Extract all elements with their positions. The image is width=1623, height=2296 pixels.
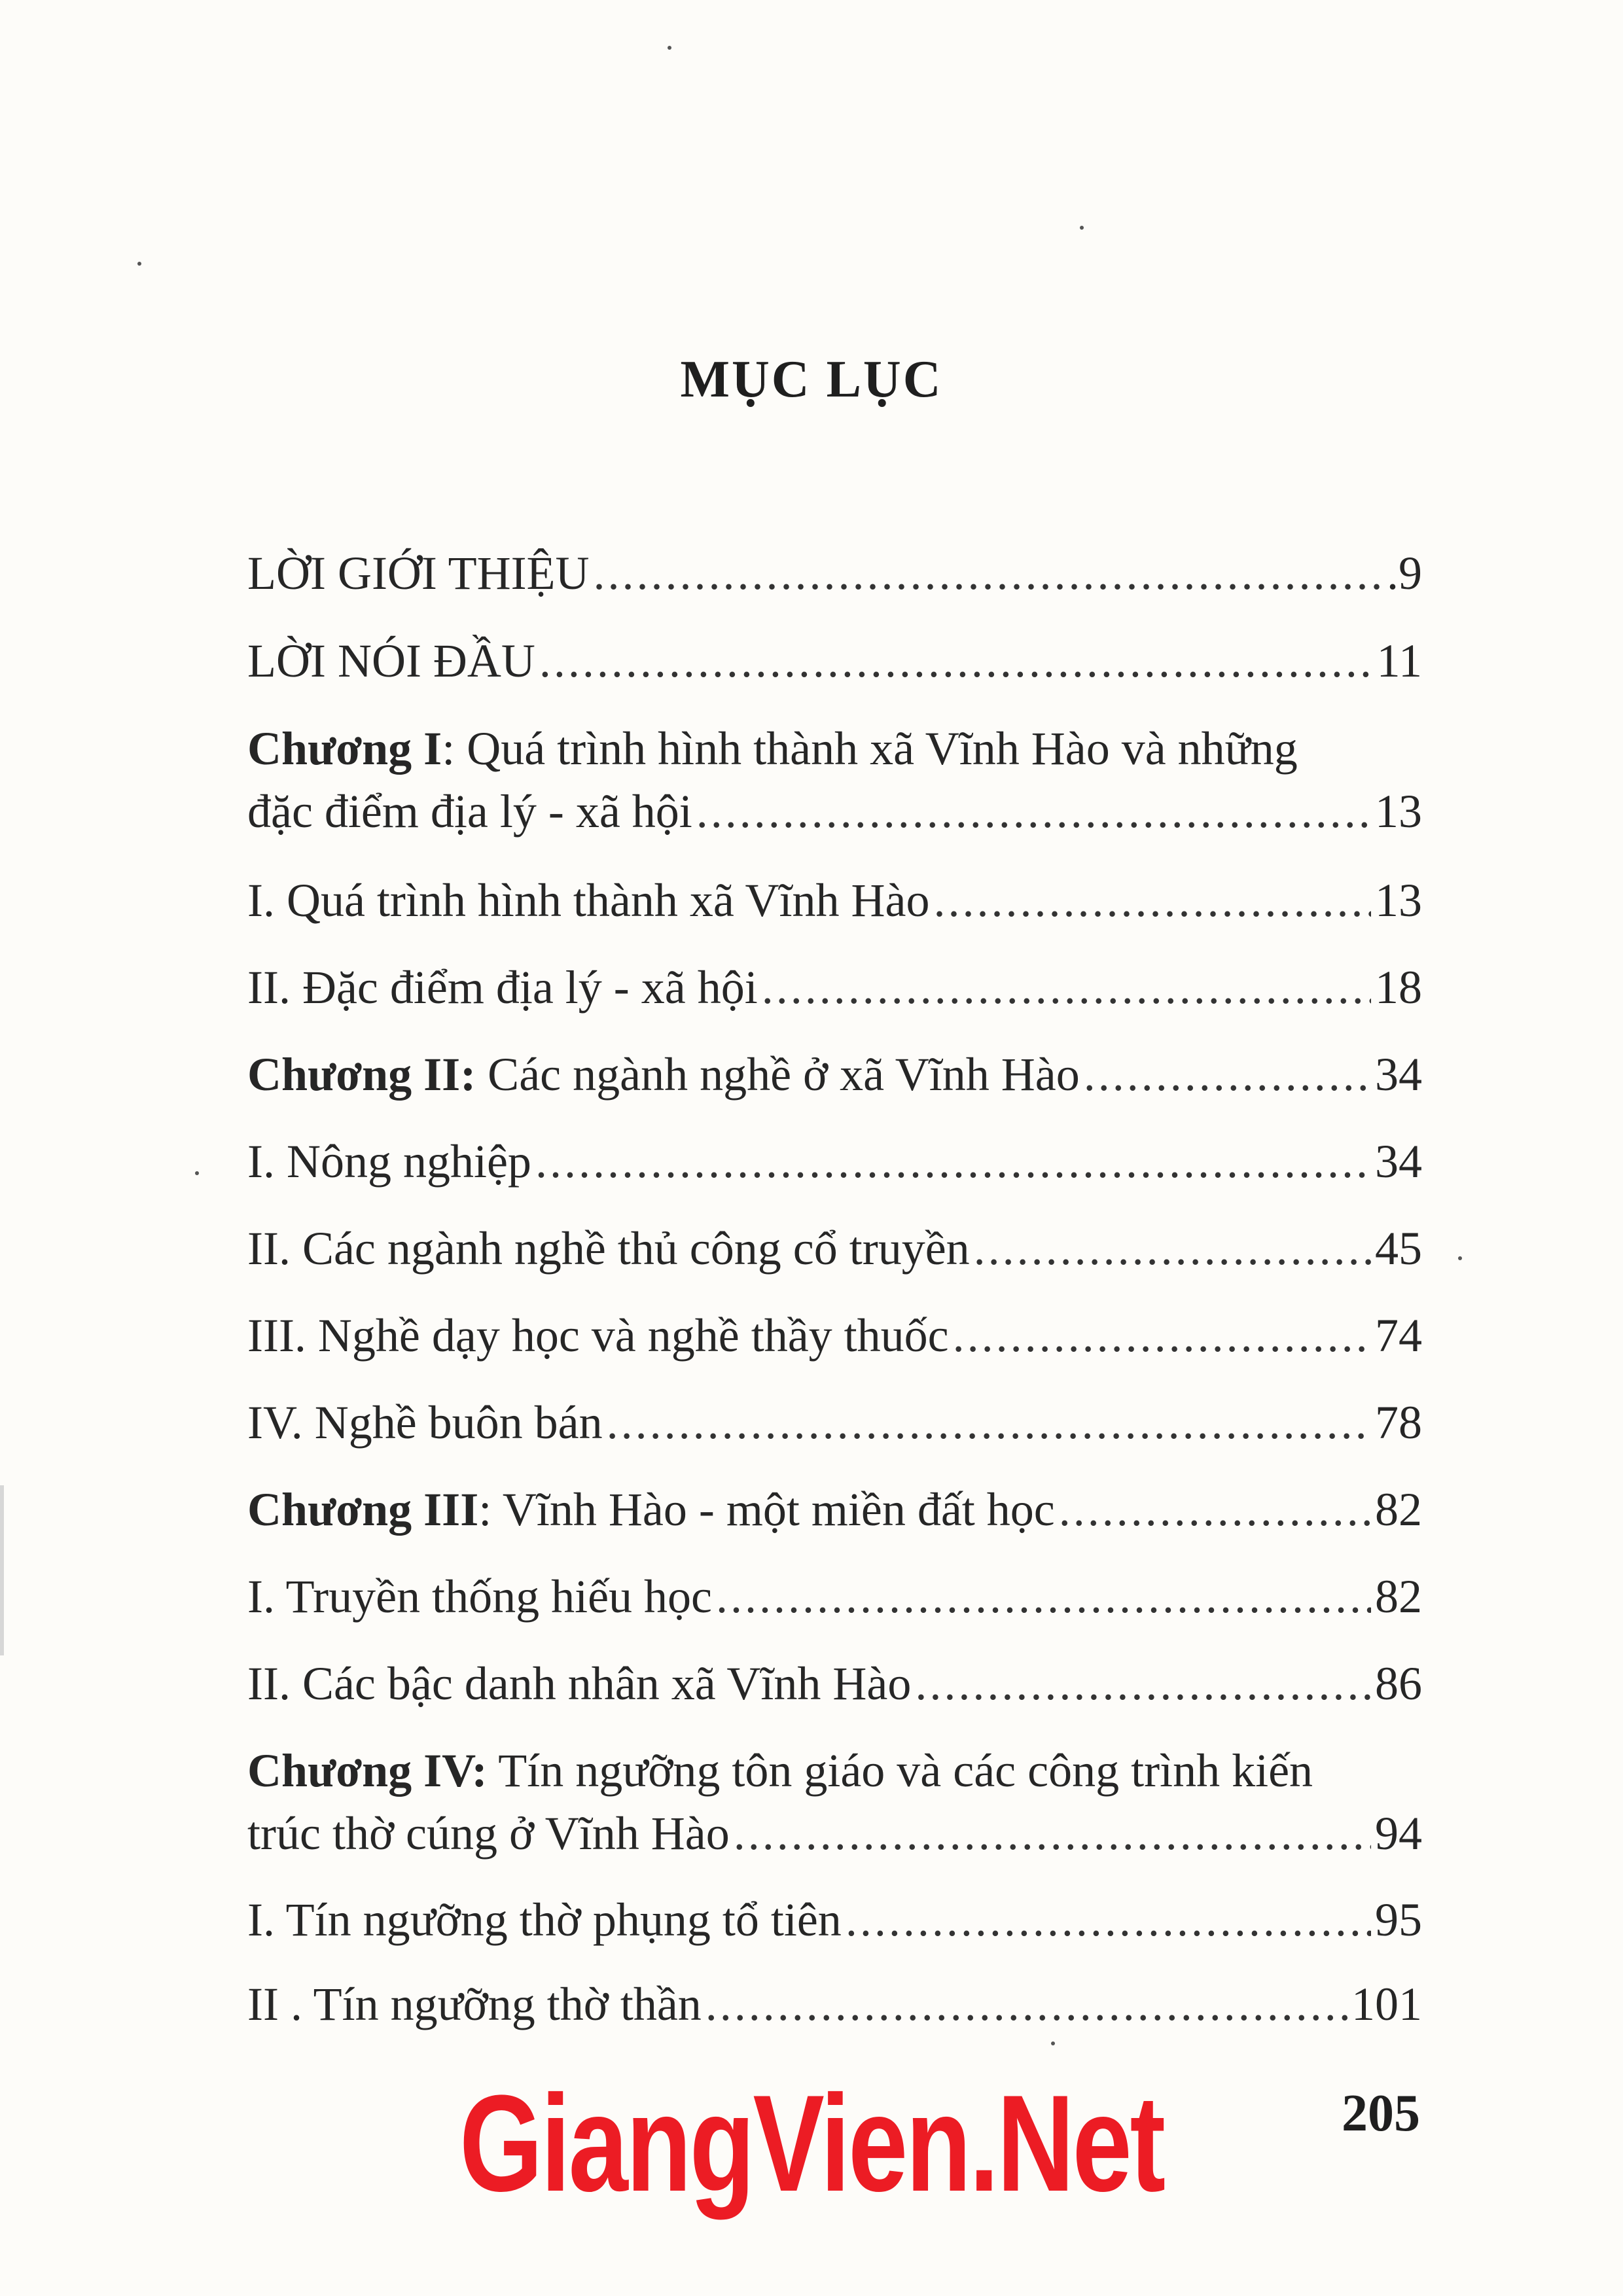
chapter-label: Chương II: bbox=[247, 1048, 476, 1101]
leader-dots bbox=[762, 956, 1371, 1019]
toc-entry bbox=[247, 629, 1422, 692]
toc-entry-page: .9 bbox=[1387, 547, 1422, 599]
toc-entry-page: 82 bbox=[1375, 1570, 1422, 1623]
toc-entry-page: 74 bbox=[1375, 1309, 1422, 1362]
toc-entry-title: IV. Nghề buôn bán bbox=[247, 1396, 603, 1449]
scan-speck bbox=[1080, 226, 1084, 230]
toc-entry-title: I. Nông nghiệp bbox=[247, 1135, 531, 1188]
toc-entry bbox=[247, 1565, 1422, 1628]
toc-entry-page: 82 bbox=[1375, 1483, 1422, 1536]
leader-dots bbox=[915, 1652, 1371, 1715]
toc-entry-page: 78 bbox=[1375, 1396, 1422, 1449]
toc-entry-title: Quá trình hình thành xã Vĩnh Hào và những bbox=[467, 722, 1298, 775]
toc-entry bbox=[247, 1304, 1422, 1367]
toc-entry-page: 34 bbox=[1375, 1135, 1422, 1188]
toc-entry-title: II . Tín ngưỡng thờ thần bbox=[247, 1978, 702, 2030]
leader-dots bbox=[696, 780, 1371, 843]
toc-entry-page: 13 bbox=[1375, 785, 1422, 838]
chapter-separator: : bbox=[442, 722, 467, 775]
leader-dots bbox=[953, 1304, 1371, 1367]
toc-entry-page: 94 bbox=[1375, 1807, 1422, 1860]
toc-entry bbox=[247, 869, 1422, 932]
toc-entry-page: 101 bbox=[1351, 1978, 1422, 2030]
chapter-label: Chương III bbox=[247, 1483, 479, 1536]
toc-entry-page: 95 bbox=[1375, 1894, 1422, 1946]
chapter-separator bbox=[488, 1744, 499, 1797]
toc-entry-title: II. Các bậc danh nhân xã Vĩnh Hào bbox=[247, 1657, 912, 1710]
toc-entry-title: Các ngành nghề ở xã Vĩnh Hào bbox=[476, 1048, 1080, 1101]
toc-chapter-entry bbox=[247, 1478, 1422, 1541]
toc-entry-title: I. Truyền thống hiếu học bbox=[247, 1570, 712, 1623]
chapter-label: Chương I bbox=[247, 722, 442, 775]
leader-dots bbox=[716, 1565, 1371, 1628]
toc-entry bbox=[247, 1888, 1422, 1951]
toc-entry-title: : Vĩnh Hào - một miền đất học bbox=[478, 1483, 1055, 1536]
toc-entry-title: Tín ngưỡng tôn giáo và các công trình kiến bbox=[498, 1744, 1313, 1797]
scan-speck bbox=[137, 262, 141, 266]
toc-entry bbox=[247, 1130, 1422, 1193]
leader-dots bbox=[594, 542, 1383, 605]
toc-chapter-entry bbox=[247, 717, 1422, 843]
toc-entry-title: LỜI GIỚI THIỆU bbox=[247, 547, 590, 599]
scan-speck bbox=[1051, 2041, 1055, 2045]
toc-entry-title-continued: đặc điểm địa lý - xã hội bbox=[247, 785, 692, 838]
toc-chapter-entry bbox=[247, 1739, 1422, 1865]
toc-entry-page: 86 bbox=[1375, 1657, 1422, 1710]
toc-entry-title: LỜI NÓI ĐẦU bbox=[247, 635, 535, 687]
leader-dots bbox=[539, 629, 1373, 692]
leader-dots bbox=[734, 1802, 1371, 1865]
toc-entry-title: III. Nghề dạy học và nghề thầy thuốc bbox=[247, 1309, 949, 1362]
page-edge-shadow bbox=[0, 1485, 4, 1655]
scan-speck bbox=[195, 1171, 199, 1175]
scan-speck bbox=[1458, 1256, 1462, 1260]
toc-entry-title: II. Đặc điểm địa lý - xã hội bbox=[247, 961, 758, 1014]
leader-dots bbox=[705, 1973, 1347, 2036]
toc-entry bbox=[247, 542, 1422, 605]
leader-dots bbox=[1084, 1043, 1371, 1106]
toc-entry-page: 18 bbox=[1375, 961, 1422, 1014]
toc-entry bbox=[247, 1973, 1422, 2036]
toc-entry bbox=[247, 1652, 1422, 1715]
leader-dots bbox=[607, 1391, 1371, 1454]
toc-entry bbox=[247, 956, 1422, 1019]
scan-speck bbox=[668, 46, 671, 50]
leader-dots bbox=[974, 1217, 1371, 1280]
toc-entry bbox=[247, 1391, 1422, 1454]
leader-dots bbox=[1059, 1478, 1371, 1541]
page-title: MỤC LỤC bbox=[680, 351, 943, 408]
toc-entry-title-continued: trúc thờ cúng ở Vĩnh Hào bbox=[247, 1807, 730, 1860]
toc-entry-title: I. Tín ngưỡng thờ phụng tổ tiên bbox=[247, 1894, 842, 1946]
toc-entry-page: 34 bbox=[1375, 1048, 1422, 1101]
toc-chapter-entry bbox=[247, 1043, 1422, 1106]
leader-dots bbox=[934, 869, 1372, 932]
leader-dots bbox=[535, 1130, 1371, 1193]
toc-entry-page: 13 bbox=[1375, 874, 1422, 927]
toc-entry-title: II. Các ngành nghề thủ công cổ truyền bbox=[247, 1222, 970, 1275]
toc-entry-page: 45 bbox=[1375, 1222, 1422, 1275]
toc-entry bbox=[247, 1217, 1422, 1280]
toc-entry-page: 11 bbox=[1376, 635, 1422, 687]
page-number: 205 bbox=[1342, 2085, 1420, 2142]
toc-entry-title: I. Quá trình hình thành xã Vĩnh Hào bbox=[247, 874, 930, 927]
leader-dots bbox=[846, 1888, 1371, 1951]
chapter-label: Chương IV: bbox=[247, 1744, 488, 1797]
watermark-logo: GiangVien.Net bbox=[459, 2066, 1164, 2220]
